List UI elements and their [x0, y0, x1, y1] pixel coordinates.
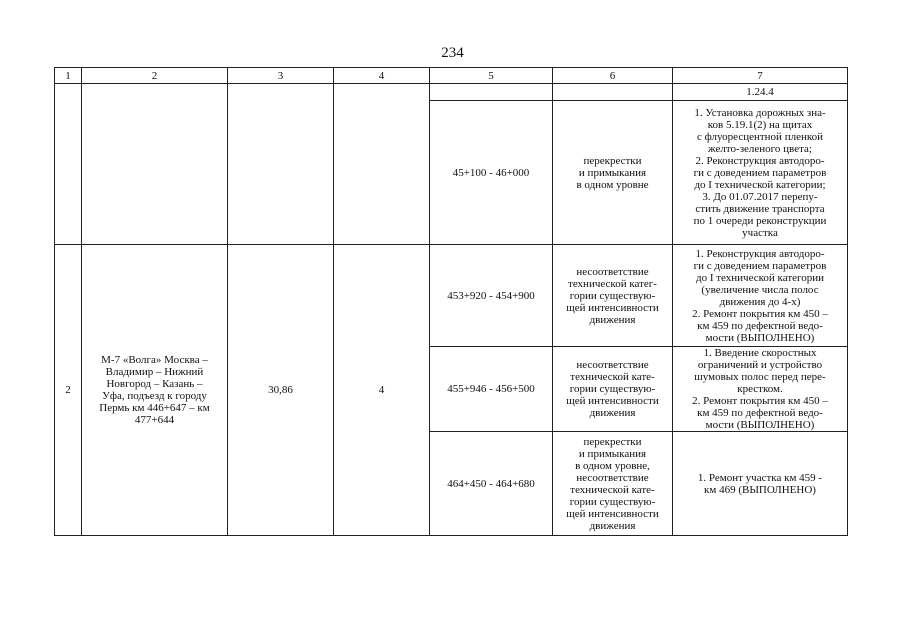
cell-num: 2 [55, 245, 82, 536]
column-header: 2 [82, 68, 228, 84]
cell-km: 455+946 - 456+500 [430, 347, 553, 432]
column-header: 5 [430, 68, 553, 84]
column-header: 7 [673, 68, 848, 84]
cell-reason: перекрестки и примыкания в одном уровне [553, 101, 673, 245]
header-row [55, 68, 848, 84]
cell-measures: 1. Введение скоростных ограничений и устройство шумовых полос перед пере- крестком. 2. Ремонт покрытия км 450 – км 459 по дефектной ведо- мости (ВЫПОЛНЕНО) [673, 347, 848, 432]
cell-reason [553, 84, 673, 101]
data-table [54, 67, 848, 536]
cell-reason: перекрестки и примыкания в одном уровне, несоответствие технической кате- гории существую- щей интенсивности движения [553, 432, 673, 536]
cell-km: 45+100 - 46+000 [430, 101, 553, 245]
table-row [55, 84, 848, 101]
cell-length: 30,86 [228, 245, 334, 536]
cell-road [82, 84, 228, 245]
cell-measures: 1. Ремонт участка км 459 - км 469 (ВЫПОЛНЕНО) [673, 432, 848, 536]
page-number: 234 [441, 45, 464, 61]
cell-km: 453+920 - 454+900 [430, 245, 553, 347]
cell-num [55, 84, 82, 245]
column-header: 3 [228, 68, 334, 84]
cell-reason: несоответствие технической кате- гории существую- щей интенсивности движения [553, 347, 673, 432]
cell-measures: 1. Установка дорожных зна- ков 5.19.1(2) на щитах с флуоресцентной пленкой желто-зеленого цвета; 2. Реконструкция автодоро- ги с доведением параметров до I технической категории; 3. До 01.07.2017 перепу- стить движение транспорта по 1 очереди реконструкции участка [673, 101, 848, 245]
table-row [55, 245, 848, 347]
cell-length [228, 84, 334, 245]
column-header: 1 [55, 68, 82, 84]
cell-km: 464+450 - 464+680 [430, 432, 553, 536]
cell-road: М-7 «Волга» Москва – Владимир – Нижний Новгород – Казань – Уфа, подъезд к городу Пермь км 446+647 – км 477+644 [82, 245, 228, 536]
cell-km [430, 84, 553, 101]
cell-count [334, 84, 430, 245]
cell-measures: 1. Реконструкция автодоро- ги с доведением параметров до I технической категории (увеличение числа полос движения до 4-х) 2. Ремонт покрытия км 450 – км 459 по дефектной ведо- мости (ВЫПОЛНЕНО) [673, 245, 848, 347]
column-header: 6 [553, 68, 673, 84]
cell-count: 4 [334, 245, 430, 536]
cell-ref: 1.24.4 [673, 84, 848, 101]
cell-reason: несоответствие технической катег- гории существую- щей интенсивности движения [553, 245, 673, 347]
column-header: 4 [334, 68, 430, 84]
